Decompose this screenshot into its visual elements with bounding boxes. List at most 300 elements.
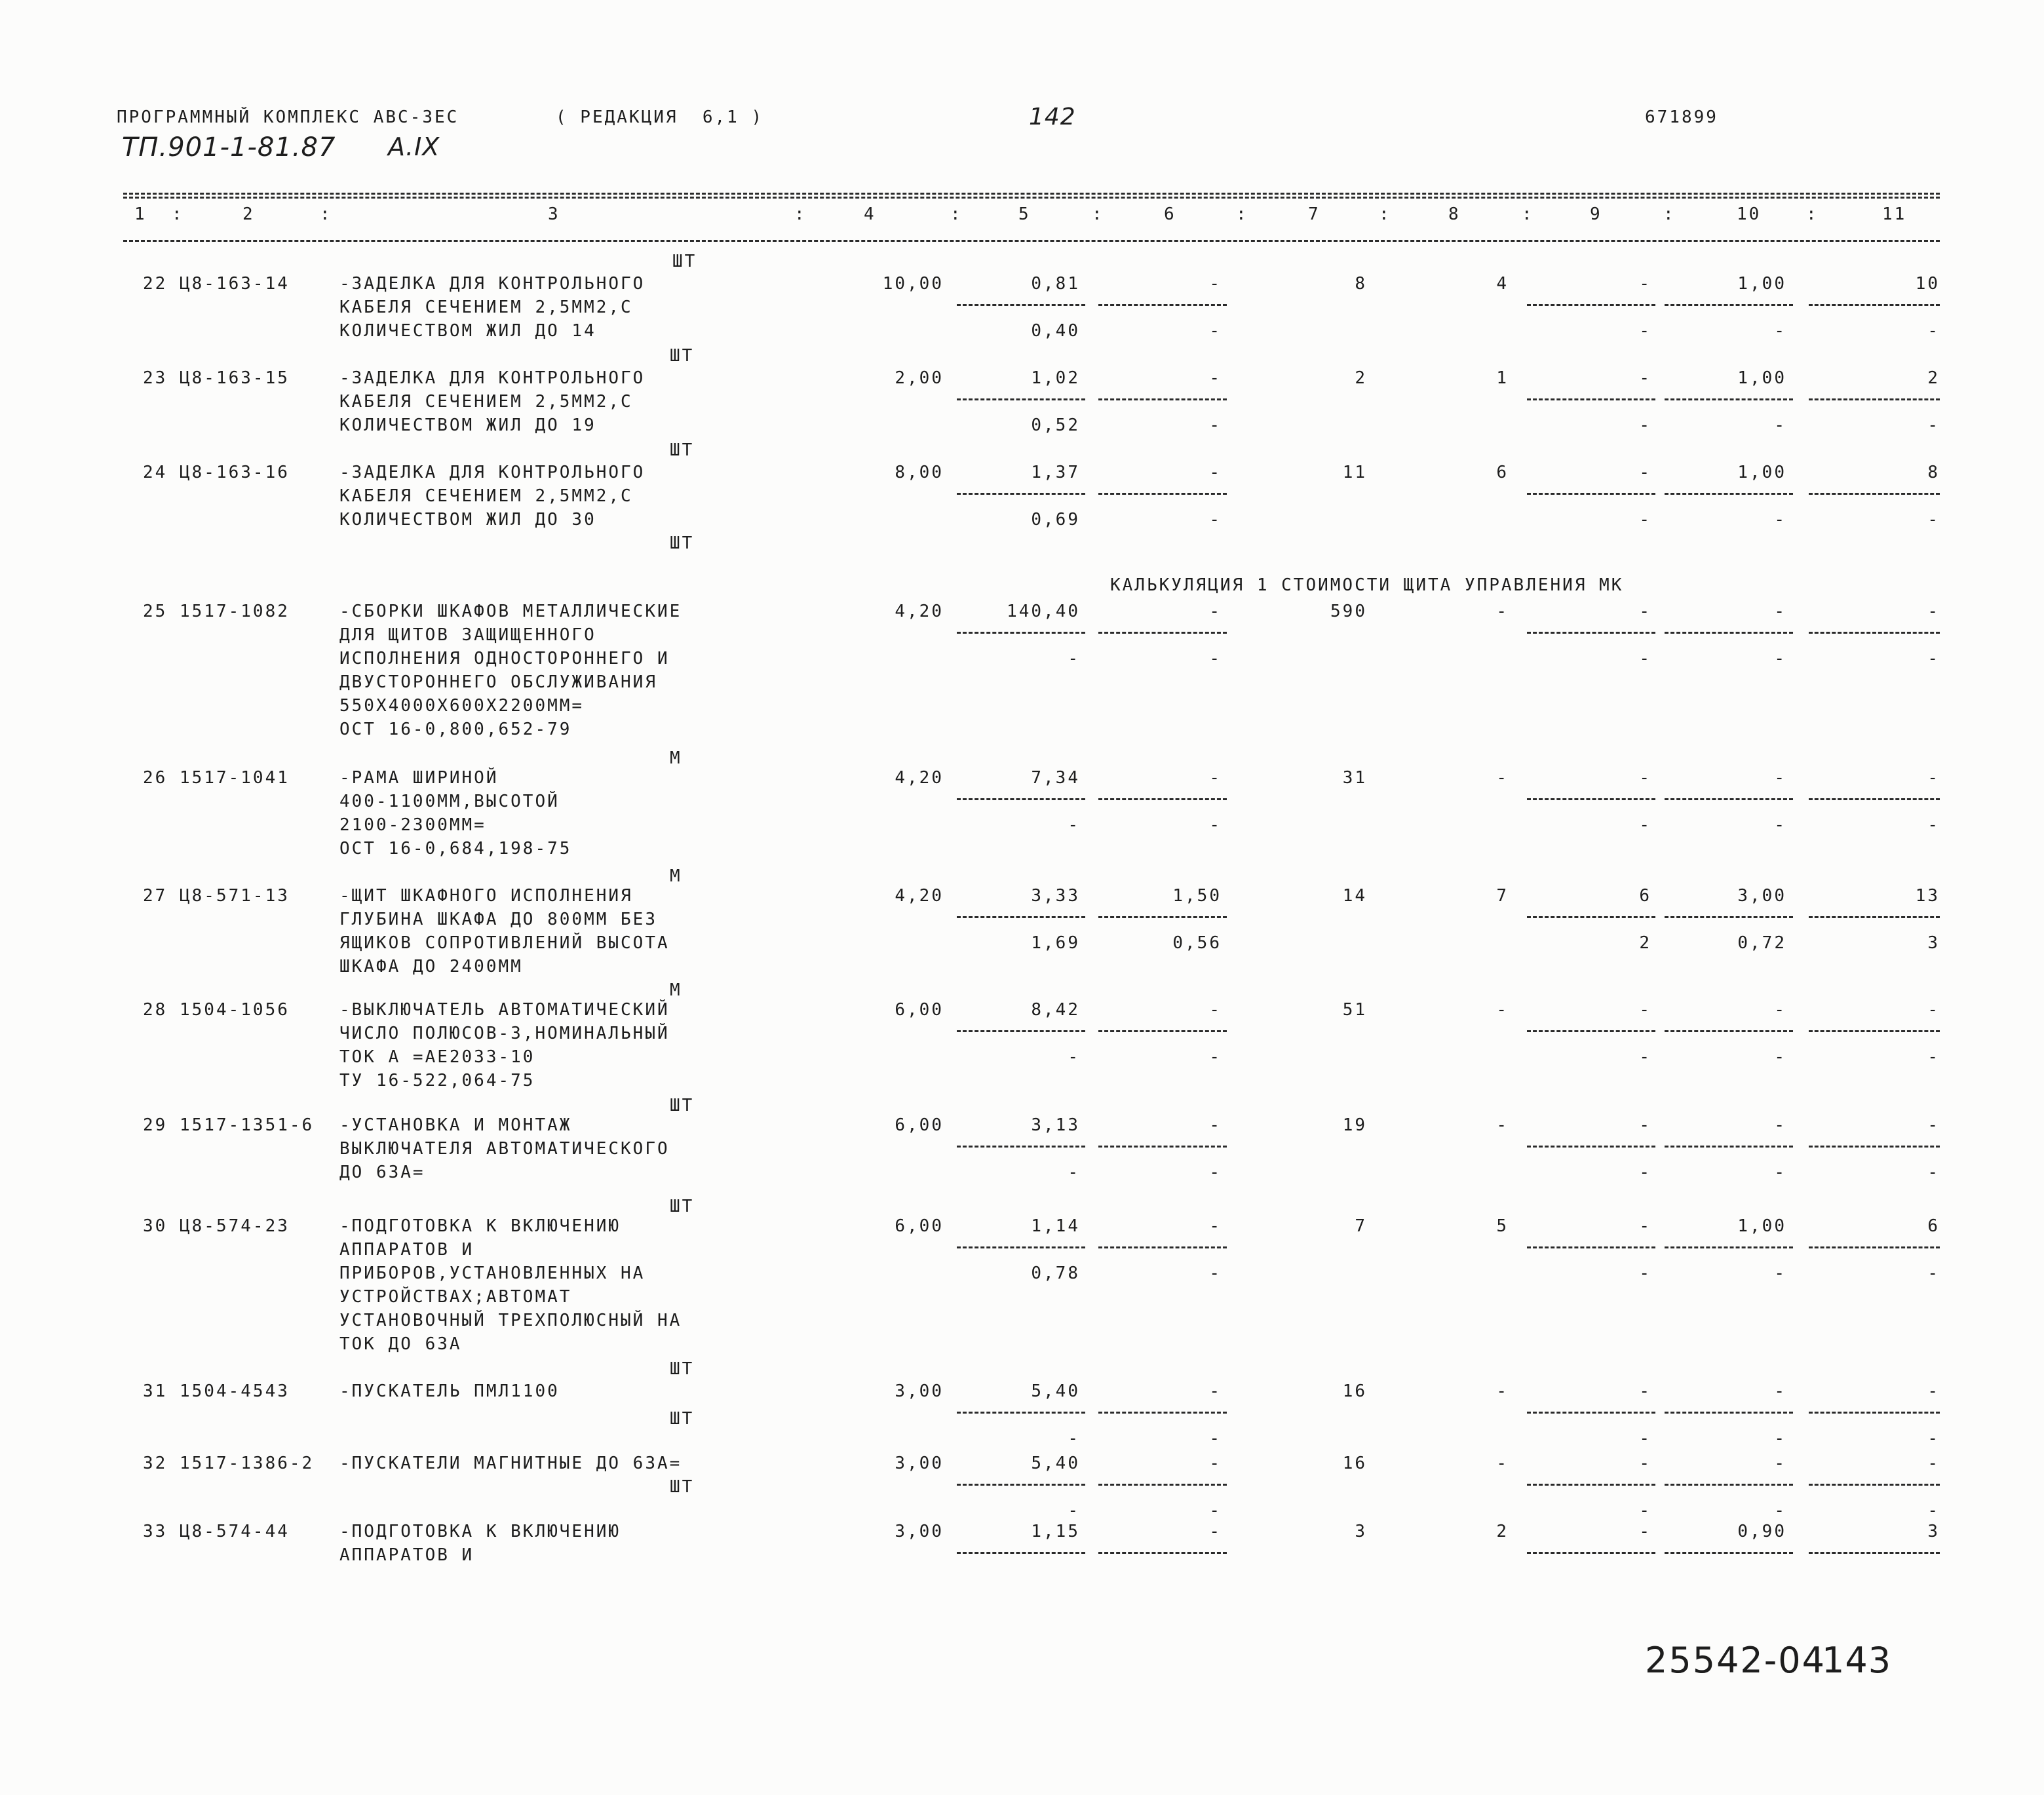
cell-c11: -: [1927, 1381, 1940, 1401]
row-description-line: ТУ 16-522,064-75: [339, 1071, 535, 1091]
value-rule: [957, 1030, 1085, 1032]
column-separator: :: [1379, 204, 1391, 224]
value-rule: [1809, 493, 1940, 495]
row-description-line: -ЗАДЕЛКА ДЛЯ КОНТРОЛЬНОГО: [339, 368, 646, 388]
cell-c5: 3,13: [1031, 1115, 1080, 1135]
row-number: 28: [143, 1000, 168, 1020]
cell-c8: 1: [1496, 368, 1509, 388]
column-header-3: 3: [548, 204, 560, 224]
cell-c11b: 3: [1927, 933, 1940, 953]
row-number: 24: [143, 463, 168, 482]
row-description-line: ЯЩИКОВ СОПРОТИВЛЕНИЙ ВЫСОТА: [339, 933, 670, 953]
cell-c9b: -: [1639, 649, 1651, 668]
value-rule: [1098, 1412, 1227, 1414]
cell-c10b: -: [1774, 510, 1786, 530]
value-rule: [1665, 1146, 1793, 1148]
row-code: Ц8-163-14: [180, 274, 290, 294]
cell-c11: 10: [1915, 274, 1940, 294]
value-rule: [1665, 1030, 1793, 1032]
row-description-line: -ПОДГОТОВКА К ВКЛЮЧЕНИЮ: [339, 1522, 621, 1541]
cell-c5b: -: [1068, 649, 1080, 668]
cell-c9b: -: [1639, 1163, 1651, 1182]
column-separator: :: [320, 204, 332, 224]
doc-code: 671899: [1645, 107, 1718, 127]
value-rule: [957, 1484, 1085, 1486]
row-number: 26: [143, 768, 168, 788]
value-rule: [1665, 1484, 1793, 1486]
cell-c11: 8: [1927, 463, 1940, 482]
edition: ( РЕДАКЦИЯ 6,1 ): [556, 107, 764, 127]
cell-c11b: -: [1927, 1264, 1940, 1283]
cell-c9: -: [1639, 1115, 1651, 1135]
cell-c9b: -: [1639, 815, 1651, 835]
cell-c7: 51: [1342, 1000, 1367, 1020]
value-rule: [1098, 1030, 1227, 1032]
cell-c8: 5: [1496, 1216, 1509, 1236]
row-description-line: ОСТ 16-0,800,652-79: [339, 720, 572, 739]
row-description-line: -ПОДГОТОВКА К ВКЛЮЧЕНИЮ: [339, 1216, 621, 1236]
cell-c10: 1,00: [1737, 368, 1786, 388]
row-code: Ц8-571-13: [180, 886, 290, 906]
cell-c6b: -: [1209, 649, 1222, 668]
value-rule: [1098, 398, 1227, 400]
value-rule: [1665, 398, 1793, 400]
cell-c11b: -: [1927, 1047, 1940, 1067]
row-unit: ШТ: [670, 1197, 695, 1216]
column-header-2: 2: [242, 204, 255, 224]
cell-c5: 1,14: [1031, 1216, 1080, 1236]
cell-c5: 1,15: [1031, 1522, 1080, 1541]
column-separator: :: [1092, 204, 1104, 224]
cell-c6b: -: [1209, 1163, 1222, 1182]
row-description-line: -ЩИТ ШКАФНОГО ИСПОЛНЕНИЯ: [339, 886, 633, 906]
cell-c8: 2: [1496, 1522, 1509, 1541]
cell-c7: 31: [1342, 768, 1367, 788]
column-header-8: 8: [1448, 204, 1461, 224]
cell-c5b: -: [1068, 1429, 1080, 1448]
row-number: 32: [143, 1454, 168, 1473]
row-description-line: ТОК А =АЕ2033-10: [339, 1047, 535, 1067]
cell-c8: -: [1496, 1115, 1509, 1135]
cell-c8: 6: [1496, 463, 1509, 482]
cell-c9b: -: [1639, 415, 1651, 435]
value-rule: [1527, 1146, 1655, 1148]
row-description-line: КАБЕЛЯ СЕЧЕНИЕМ 2,5ММ2,С: [339, 486, 633, 506]
cell-c5b: -: [1068, 1163, 1080, 1182]
value-rule: [1098, 798, 1227, 800]
value-rule: [1098, 1246, 1227, 1248]
cell-c6: -: [1209, 1000, 1222, 1020]
cell-c5b: 1,69: [1031, 933, 1080, 953]
column-header-5: 5: [1018, 204, 1031, 224]
cell-c6b: -: [1209, 510, 1222, 530]
column-separator: :: [794, 204, 807, 224]
row-code: 1517-1041: [180, 768, 290, 788]
archive-stamp: 25542-04: [1645, 1640, 1826, 1681]
cell-c10: -: [1774, 1000, 1786, 1020]
cell-c6: -: [1209, 768, 1222, 788]
cell-c11: 13: [1915, 886, 1940, 906]
row-description-line: ИСПОЛНЕНИЯ ОДНОСТОРОННЕГО И: [339, 649, 670, 668]
cell-c9b: -: [1639, 321, 1651, 341]
column-header-10: 10: [1737, 204, 1762, 224]
cell-c7: 3: [1355, 1522, 1367, 1541]
cell-c10b: 0,72: [1737, 933, 1786, 953]
value-rule: [1809, 916, 1940, 918]
cell-c11b: -: [1927, 649, 1940, 668]
row-code: Ц8-574-23: [180, 1216, 290, 1236]
value-rule: [1098, 493, 1227, 495]
cell-c4: 6,00: [895, 1115, 944, 1135]
value-rule: [1527, 916, 1655, 918]
row-code: 1517-1386-2: [180, 1454, 315, 1473]
cell-c9b: -: [1639, 1501, 1651, 1520]
cell-c10: 0,90: [1737, 1522, 1786, 1541]
cell-c8: -: [1496, 1454, 1509, 1473]
cell-c7: 7: [1355, 1216, 1367, 1236]
row-description-line: АППАРАТОВ И: [339, 1545, 474, 1565]
row-number: 29: [143, 1115, 168, 1135]
row-description-line: КОЛИЧЕСТВОМ ЖИЛ ДО 30: [339, 510, 596, 530]
value-rule: [1527, 1030, 1655, 1032]
cell-c7: 8: [1355, 274, 1367, 294]
row-description-line: ВЫКЛЮЧАТЕЛЯ АВТОМАТИЧЕСКОГО: [339, 1139, 670, 1159]
column-separator: :: [1236, 204, 1248, 224]
value-rule: [957, 398, 1085, 400]
cell-c9b: -: [1639, 510, 1651, 530]
cell-c10b: -: [1774, 815, 1786, 835]
project-code: ТП.901-1-81.87: [122, 132, 336, 163]
row-description-line: -ПУСКАТЕЛЬ ПМЛ1100: [339, 1381, 560, 1401]
cell-c11b: -: [1927, 1429, 1940, 1448]
row-unit: ШТ: [670, 440, 695, 460]
cell-c6b: -: [1209, 1501, 1222, 1520]
cell-c5: 5,40: [1031, 1381, 1080, 1401]
cell-c11: 3: [1927, 1522, 1940, 1541]
table-top-rule-2: [123, 197, 1940, 199]
cell-c5b: 0,52: [1031, 415, 1080, 435]
cell-c9: -: [1639, 463, 1651, 482]
row-unit: М: [670, 866, 682, 886]
value-rule: [957, 1552, 1085, 1554]
cell-c5b: -: [1068, 815, 1080, 835]
value-rule: [1527, 1484, 1655, 1486]
cell-c6: -: [1209, 274, 1222, 294]
cell-c8: -: [1496, 768, 1509, 788]
column-separator: :: [1522, 204, 1534, 224]
cell-c5: 1,37: [1031, 463, 1080, 482]
cell-c6: -: [1209, 463, 1222, 482]
cell-c7: 19: [1342, 1115, 1367, 1135]
value-rule: [1665, 1246, 1793, 1248]
cell-c6b: -: [1209, 815, 1222, 835]
cell-c11b: -: [1927, 1163, 1940, 1182]
row-description-line: УСТРОЙСТВАХ;АВТОМАТ: [339, 1287, 572, 1307]
cell-c10b: -: [1774, 1429, 1786, 1448]
value-rule: [1527, 398, 1655, 400]
row-description-line: -ЗАДЕЛКА ДЛЯ КОНТРОЛЬНОГО: [339, 274, 646, 294]
row-unit: ШТ: [670, 1359, 695, 1379]
value-rule: [1098, 1552, 1227, 1554]
cell-c8: 7: [1496, 886, 1509, 906]
cell-c4: 3,00: [895, 1522, 944, 1541]
cell-c11: 2: [1927, 368, 1940, 388]
section-title: КАЛЬКУЛЯЦИЯ 1 СТОИМОСТИ ЩИТА УПРАВЛЕНИЯ МК: [1110, 575, 1624, 595]
row-number: 33: [143, 1522, 168, 1541]
row-unit: ШТ: [670, 533, 695, 553]
cell-c5b: -: [1068, 1047, 1080, 1067]
archive-page: 143: [1822, 1640, 1892, 1681]
cell-c9b: -: [1639, 1264, 1651, 1283]
value-rule: [1527, 798, 1655, 800]
value-rule: [1527, 304, 1655, 306]
row-description-line: КОЛИЧЕСТВОМ ЖИЛ ДО 14: [339, 321, 596, 341]
row-number: 25: [143, 602, 168, 621]
value-rule: [1809, 1484, 1940, 1486]
cell-c9: -: [1639, 368, 1651, 388]
cell-c5b: 0,40: [1031, 321, 1080, 341]
cell-c5: 140,40: [1007, 602, 1080, 621]
row-description-line: 2100-2300ММ=: [339, 815, 486, 835]
column-header-7: 7: [1308, 204, 1321, 224]
cell-c11: 6: [1927, 1216, 1940, 1236]
table-top-rule: [123, 193, 1940, 195]
column-separator: :: [172, 204, 184, 224]
value-rule: [957, 798, 1085, 800]
cell-c9b: -: [1639, 1047, 1651, 1067]
cell-c9: -: [1639, 1381, 1651, 1401]
row-description-line: КАБЕЛЯ СЕЧЕНИЕМ 2,5ММ2,С: [339, 392, 633, 412]
row-description-line: -РАМА ШИРИНОЙ: [339, 768, 499, 788]
cell-c4: 10,00: [882, 274, 944, 294]
cell-c10: 3,00: [1737, 886, 1786, 906]
cell-c10b: -: [1774, 1264, 1786, 1283]
value-rule: [1098, 304, 1227, 306]
row-unit: ШТ: [670, 1096, 695, 1115]
value-rule: [1665, 304, 1793, 306]
cell-c6: -: [1209, 368, 1222, 388]
row-description-line: ЧИСЛО ПОЛЮСОВ-3,НОМИНАЛЬНЫЙ: [339, 1024, 670, 1043]
cell-c6: -: [1209, 1115, 1222, 1135]
row-code: 1517-1082: [180, 602, 290, 621]
row-description-line: -СБОРКИ ШКАФОВ МЕТАЛЛИЧЕСКИЕ: [339, 602, 682, 621]
row-description-line: ДО 63А=: [339, 1163, 425, 1182]
cell-c5b: 0,69: [1031, 510, 1080, 530]
row-description-line: -ВЫКЛЮЧАТЕЛЬ АВТОМАТИЧЕСКИЙ: [339, 1000, 670, 1020]
row-number: 23: [143, 368, 168, 388]
table-header-rule: [123, 240, 1940, 242]
cell-c11b: -: [1927, 510, 1940, 530]
cell-c9: -: [1639, 274, 1651, 294]
cell-c11b: -: [1927, 815, 1940, 835]
cell-c6b: -: [1209, 1429, 1222, 1448]
value-rule: [1809, 398, 1940, 400]
cell-c10b: -: [1774, 1163, 1786, 1182]
value-rule: [957, 1246, 1085, 1248]
cell-c4: 6,00: [895, 1216, 944, 1236]
column-separator: :: [1663, 204, 1676, 224]
value-rule: [1809, 1552, 1940, 1554]
cell-c10: 1,00: [1737, 1216, 1786, 1236]
cell-c4: 4,20: [895, 886, 944, 906]
cell-c7: 16: [1342, 1381, 1367, 1401]
value-rule: [1665, 1552, 1793, 1554]
cell-c6b: 0,56: [1172, 933, 1222, 953]
row-description-line: ШКАФА ДО 2400ММ: [339, 957, 523, 976]
row-description-line: ПРИБОРОВ,УСТАНОВЛЕННЫХ НА: [339, 1264, 646, 1283]
cell-c11: -: [1927, 1115, 1940, 1135]
cell-c9b: 2: [1639, 933, 1651, 953]
value-rule: [1809, 1030, 1940, 1032]
row-code: 1517-1351-6: [180, 1115, 315, 1135]
row-description-line: -ПУСКАТЕЛИ МАГНИТНЫЕ ДО 63А=: [339, 1454, 682, 1473]
value-rule: [1527, 493, 1655, 495]
cell-c4: 2,00: [895, 368, 944, 388]
cell-c7: 16: [1342, 1454, 1367, 1473]
cell-c10: -: [1774, 768, 1786, 788]
value-rule: [1527, 632, 1655, 634]
row-description-line: ГЛУБИНА ШКАФА ДО 800ММ БЕЗ: [339, 910, 657, 929]
value-rule: [957, 1146, 1085, 1148]
cell-c6: -: [1209, 1522, 1222, 1541]
value-rule: [957, 493, 1085, 495]
row-number: 22: [143, 274, 168, 294]
value-rule: [1809, 1412, 1940, 1414]
value-rule: [1098, 1484, 1227, 1486]
cell-c9: 6: [1639, 886, 1651, 906]
row-code: 1504-4543: [180, 1381, 290, 1401]
cell-c10b: -: [1774, 321, 1786, 341]
value-rule: [1665, 632, 1793, 634]
cell-c7: 11: [1342, 463, 1367, 482]
column-header-6: 6: [1164, 204, 1176, 224]
value-rule: [957, 304, 1085, 306]
program-name: ПРОГРАММНЫЙ КОМПЛЕКС АВС-3ЕС: [117, 107, 459, 127]
cell-c11: -: [1927, 1454, 1940, 1473]
row-description-line: 550Х4000Х600Х2200ММ=: [339, 696, 585, 716]
row-unit: ШТ: [670, 1409, 695, 1429]
row-unit: ШТ: [670, 346, 695, 366]
row-number: 31: [143, 1381, 168, 1401]
cell-c10: -: [1774, 1115, 1786, 1135]
cell-c9: -: [1639, 602, 1651, 621]
value-rule: [1809, 1146, 1940, 1148]
column-separator: :: [1806, 204, 1819, 224]
cell-c5: 1,02: [1031, 368, 1080, 388]
column-header-1: 1: [134, 204, 147, 224]
row-unit: М: [670, 980, 682, 1000]
row-code: Ц8-163-16: [180, 463, 290, 482]
row-code: Ц8-163-15: [180, 368, 290, 388]
unit-label: ШТ: [672, 252, 697, 271]
row-description-line: ТОК ДО 63А: [339, 1334, 462, 1354]
cell-c5: 3,33: [1031, 886, 1080, 906]
column-separator: :: [950, 204, 963, 224]
cell-c5: 0,81: [1031, 274, 1080, 294]
cell-c5b: -: [1068, 1501, 1080, 1520]
row-unit: ШТ: [670, 1477, 695, 1497]
cell-c11b: -: [1927, 321, 1940, 341]
cell-c9b: -: [1639, 1429, 1651, 1448]
row-description-line: -УСТАНОВКА И МОНТАЖ: [339, 1115, 572, 1135]
cell-c6: -: [1209, 1454, 1222, 1473]
cell-c6: -: [1209, 602, 1222, 621]
cell-c6b: -: [1209, 415, 1222, 435]
cell-c9: -: [1639, 1454, 1651, 1473]
cell-c10: 1,00: [1737, 274, 1786, 294]
value-rule: [1809, 632, 1940, 634]
value-rule: [1098, 632, 1227, 634]
value-rule: [957, 916, 1085, 918]
row-description-line: ОСТ 16-0,684,198-75: [339, 839, 572, 859]
cell-c8: -: [1496, 1000, 1509, 1020]
cell-c10: 1,00: [1737, 463, 1786, 482]
column-header-9: 9: [1590, 204, 1602, 224]
cell-c11b: -: [1927, 1501, 1940, 1520]
row-description-line: ДЛЯ ЩИТОВ ЗАЩИЩЕННОГО: [339, 625, 596, 645]
cell-c4: 3,00: [895, 1381, 944, 1401]
cell-c11: -: [1927, 602, 1940, 621]
cell-c10: -: [1774, 1381, 1786, 1401]
cell-c7: 14: [1342, 886, 1367, 906]
value-rule: [1809, 1246, 1940, 1248]
value-rule: [1665, 798, 1793, 800]
cell-c10: -: [1774, 602, 1786, 621]
row-description-line: УСТАНОВОЧНЫЙ ТРЕХПОЛЮСНЫЙ НА: [339, 1311, 682, 1330]
cell-c6b: -: [1209, 1047, 1222, 1067]
value-rule: [1527, 1246, 1655, 1248]
cell-c10: -: [1774, 1454, 1786, 1473]
row-code: 1504-1056: [180, 1000, 290, 1020]
cell-c10b: -: [1774, 415, 1786, 435]
cell-c11: -: [1927, 1000, 1940, 1020]
cell-c7: 2: [1355, 368, 1367, 388]
cell-c8: -: [1496, 1381, 1509, 1401]
row-description-line: 400-1100ММ,ВЫСОТОЙ: [339, 792, 560, 811]
cell-c6b: -: [1209, 321, 1222, 341]
cell-c4: 6,00: [895, 1000, 944, 1020]
row-description-line: КОЛИЧЕСТВОМ ЖИЛ ДО 19: [339, 415, 596, 435]
cell-c4: 4,20: [895, 602, 944, 621]
row-description-line: -ЗАДЕЛКА ДЛЯ КОНТРОЛЬНОГО: [339, 463, 646, 482]
cell-c6: 1,50: [1172, 886, 1222, 906]
column-header-4: 4: [864, 204, 876, 224]
value-rule: [1809, 304, 1940, 306]
value-rule: [1665, 1412, 1793, 1414]
cell-c10b: -: [1774, 1047, 1786, 1067]
cell-c9: -: [1639, 1000, 1651, 1020]
value-rule: [1527, 1552, 1655, 1554]
cell-c11b: -: [1927, 415, 1940, 435]
cell-c8: 4: [1496, 274, 1509, 294]
row-code: Ц8-574-44: [180, 1522, 290, 1541]
cell-c4: 3,00: [895, 1454, 944, 1473]
album-code: А.IX: [388, 132, 440, 161]
value-rule: [957, 1412, 1085, 1414]
value-rule: [1527, 1412, 1655, 1414]
row-description-line: АППАРАТОВ И: [339, 1240, 474, 1260]
cell-c5: 5,40: [1031, 1454, 1080, 1473]
cell-c8: -: [1496, 602, 1509, 621]
cell-c6: -: [1209, 1216, 1222, 1236]
cell-c10b: -: [1774, 649, 1786, 668]
cell-c4: 8,00: [895, 463, 944, 482]
value-rule: [1809, 798, 1940, 800]
cell-c9: -: [1639, 1216, 1651, 1236]
page-number: 142: [1029, 104, 1076, 130]
cell-c4: 4,20: [895, 768, 944, 788]
row-description-line: ДВУСТОРОННЕГО ОБСЛУЖИВАНИЯ: [339, 672, 657, 692]
